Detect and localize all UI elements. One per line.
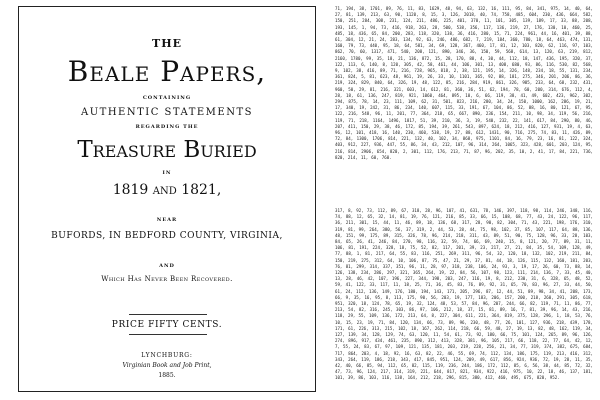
price: PRICE FIFTY CENTS.	[111, 320, 223, 330]
cipher-text-1: 71, 194, 38, 1701, 89, 76, 11, 83, 1629, 48, 94, 63, 132, 16, 111, 95, 84, 341, 975, 14, 40, 64, 27, 81, 139, 213, 63, 90, 1120, 8, 15, 3, 126, 2018, 40, 74, 758, 485, 604, 230, 436, 664, 582, 150, 251, 284, 308, 231, 124, 211, 486, 225, 401, 370, 11, 101, 305, 139, 189, 17, 33, 88, 208, 193, 145, 1, 94, 73, 416, 918, 263, 28, 500, 538, 356, 117, 136, 219, 27, 176, 130, 10, 460, 25, 485, 18, 436, 65, 84, 200, 283, 118, 320, 138, 36, 416, 280, 15, 71, 224, 961, 44, 16, 401, 39, 88, 61, 304, 12, 21, 24, 283, 134, 92, 63, 246, 486, 682, 7, 219, 184, 360, 780, 18, 64, 463, 474, 131, 160, 79, 73, 440, 95, 18, 64, 581, 34, 69, 128, 367, 460, 17, 81, 12, 103, 820, 62, 116, 97, 103, 862, 70, 60, 1317, 471, 540, 208, 121, 890, 346, 36, 150, 59, 568, 614, 13, 120, 63, 219, 812, 2160, 1780, 99, 35, 18, 21, 136, 872, 15, 28, 170, 88, 4, 30, 44, 112, 18, 147, 436, 195, 320, 37, 122, 113, 6, 140, 8, 120, 305, 42, 58, 461, 44, 106, 301, 13, 408, 680, 93, 86, 116, 530, 82, 568, 9, 102, 38, 416, 89, 71, 216, 728, 965, 818, 2, 38, 121, 195, 14, 326, 148, 234, 18, 55, 131, 234, 361, 824, 5, 81, 623, 48, 961, 19, 26, 33, 10, 1101, 365, 92, 88, 181, 275, 346, 201, 206, 86, 36, 219, 324, 829, 840, 64, 326, 19, 48, 122, 85, 216, 284, 919, 861, 326, 985, 233, 64, 68, 232, 431, 960, 50, 29, 81, 216, 321, 603, 14, 612, 81, 360, 36, 51, 62, 194, 78, 60, 200, 314, 676, 112, 4, 28, 18, 61, 136, 247, 819, 921, 1060, 464, 895, 10, 6, 66, 119, 38, 41, 49, 602, 423, 962, 302, 294, 875, 78, 14, 23, 111, 109, 62, 31, 501, 823, 216, 280, 34, 24, 150, 1000, 162, 286, 19, 21, 17, 340, 19, 242, 31, 86, 234, 140, 607, 115, 33, 191, 67, 104, 86, 52, 88, 16, 80, 121, 67, 95, 122, 216, 548, 96, 11, 201, 77, 364, 218, 65, 667, 890, 236, 154, 211, 10, 98, 34, 119, 56, 216, 119, 71, 218, 1164, 1496, 1817, 51, 39, 210, 36, 3, 19, 540, 232, 22, 141, 617, 84, 290, 80, 46, 207, 411, 150, 29, 38, 46, 172, 85, 194, 39, 261, 543, 897, 624, 18, 212, 416, 127, 931, 19, 4, 63, 96, 12, 101, 418, 16, 140, 230, 460, 538, 19, 27, 88, 612, 1431, 90, 716, 275, 74, 83, 11, 426, 89, 72, 84, 1300, 1706, 814, 221, 132, 40, 102, 34, 868, 975, 1101, 84, 16, 79, 23, 16, 81, 122, 324, 403, 912, 227, 936, 447, 55, 86, 34, 43, 212, 107, 96, 314, 264, 1065, 323, 428, 601, 203, 124, 95, 216, 814, 2906, 654, 820, 2, 301, 112, 176, 213, 71, 87, 96, 202, 35, 10, 2, 41, 17, 84, 221, 736, 820, 214, 11, 60, 760.	[335, 6, 593, 160]
price-rule-top	[129, 314, 207, 315]
title-the: THE	[152, 37, 182, 50]
and-label: AND	[159, 263, 175, 269]
treasure-title: Treasure Buried	[77, 137, 257, 163]
near-label: NEAR	[156, 217, 178, 223]
main-title: Beale Papers,	[67, 55, 267, 88]
authentic-statements: AUTHENTIC STATEMENTS	[81, 107, 253, 118]
title-page	[18, 6, 316, 392]
never-recovered: Which Has Never Been Recovered.	[101, 275, 233, 283]
years: 1819 and 1821,	[112, 182, 222, 198]
publication-year: 1885.	[158, 372, 176, 379]
price-rule-bottom	[129, 334, 207, 335]
printer: Virginian Book and Job Print,	[122, 362, 212, 369]
in-label: IN	[162, 170, 172, 176]
cipher-text-2: 317, 8, 92, 73, 112, 89, 67, 318, 28, 96, 107, 41, 631, 78, 146, 397, 118, 98, 114, 246, 348, 116, 74, 88, 12, 65, 32, 14, 81, 19, 76, 121, 216, 85, 33, 66, 15, 108, 68, 77, 43, 24, 122, 96, 117, 36, 211, 301, 15, 44, 11, 46, 89, 18, 136, 68, 317, 28, 90, 82, 304, 71, 43, 221, 198, 176, 310, 319, 81, 99, 264, 380, 56, 37, 319, 2, 44, 53, 28, 44, 75, 98, 102, 37, 85, 107, 117, 64, 88, 136, 48, 151, 99, 175, 89, 315, 326, 78, 96, 214, 218, 311, 43, 89, 51, 90, 75, 128, 96, 33, 28, 103, 84, 65, 26, 41, 246, 84, 270, 98, 116, 32, 59, 74, 66, 69, 240, 15, 8, 121, 20, 77, 89, 31, 11, 106, 81, 191, 224, 328, 18, 75, 52, 82, 117, 201, 39, 23, 217, 27, 21, 84, 35, 54, 109, 128, 49, 77, 88, 1, 81, 217, 64, 55, 83, 116, 251, 269, 311, 96, 54, 32, 120, 18, 132, 102, 219, 211, 84, 150, 219, 275, 312, 64, 10, 106, 87, 75, 47, 21, 29, 37, 81, 44, 18, 126, 115, 132, 160, 181, 203, 76, 81, 299, 314, 337, 351, 96, 11, 28, 97, 318, 238, 106, 24, 93, 3, 19, 17, 26, 60, 73, 88, 14, 126, 138, 234, 286, 297, 321, 365, 264, 19, 22, 84, 56, 107, 98, 123, 111, 214, 136, 7, 33, 45, 40, 13, 28, 46, 42, 107, 196, 227, 344, 198, 203, 247, 116, 19, 8, 212, 230, 31, 6, 328, 65, 48, 52, 59, 41, 122, 33, 117, 11, 18, 25, 71, 36, 45, 83, 76, 89, 92, 31, 65, 70, 83, 96, 27, 33, 44, 50, 61, 24, 112, 136, 149, 176, 180, 194, 143, 171, 205, 296, 87, 12, 44, 51, 89, 98, 34, 41, 208, 173, 66, 9, 35, 16, 95, 8, 113, 175, 90, 56, 203, 19, 177, 183, 206, 157, 200, 218, 260, 291, 305, 618, 951, 320, 18, 124, 78, 65, 19, 32, 124, 48, 53, 57, 84, 96, 207, 244, 66, 82, 119, 71, 11, 86, 77, 213, 54, 82, 316, 245, 303, 86, 97, 106, 212, 18, 37, 15, 81, 89, 16, 7, 81, 39, 96, 14, 43, 216, 118, 29, 55, 109, 136, 172, 213, 64, 8, 227, 304, 611, 221, 364, 819, 375, 128, 296, 1, 18, 53, 76, 10, 15, 23, 19, 71, 84, 120, 134, 66, 73, 89, 96, 230, 48, 77, 26, 101, 127, 936, 218, 439, 178, 171, 61, 226, 313, 215, 102, 18, 167, 262, 114, 218, 66, 59, 48, 27, 19, 13, 82, 48, 162, 119, 34, 127, 139, 34, 128, 129, 74, 63, 120, 11, 54, 61, 73, 92, 180, 66, 75, 101, 124, 265, 89, 96, 126, 274, 896, 917, 434, 461, 235, 890, 312, 413, 328, 381, 96, 105, 217, 66, 118, 22, 77, 64, 42, 12, 7, 55, 24, 83, 67, 97, 109, 121, 135, 181, 203, 219, 228, 256, 21, 34, 77, 319, 374, 382, 675, 684, 717, 864, 203, 4, 18, 92, 16, 63, 82, 22, 46, 55, 69, 74, 112, 134, 186, 175, 119, 213, 416, 312, 343, 264, 119, 186, 218, 343, 417, 845, 951, 124, 209, 49, 617, 856, 924, 936, 72, 19, 28, 11, 35, 42, 40, 66, 85, 94, 112, 65, 82, 115, 119, 236, 244, 186, 172, 112, 85, 6, 56, 38, 44, 85, 72, 32, 47, 73, 96, 124, 217, 314, 319, 221, 644, 817, 821, 934, 922, 416, 975, 10, 22, 18, 46, 137, 181, 101, 39, 86, 103, 116, 138, 164, 212, 218, 296, 815, 380, 412, 460, 495, 675, 820, 952.	[335, 208, 593, 381]
place: BUFORDS, IN BEDFORD COUNTY, VIRGINIA,	[51, 231, 283, 241]
city: LYNCHBURG:	[141, 352, 193, 359]
containing-label: CONTAINING	[142, 95, 192, 101]
regarding-label: REGARDING THE	[135, 124, 199, 130]
